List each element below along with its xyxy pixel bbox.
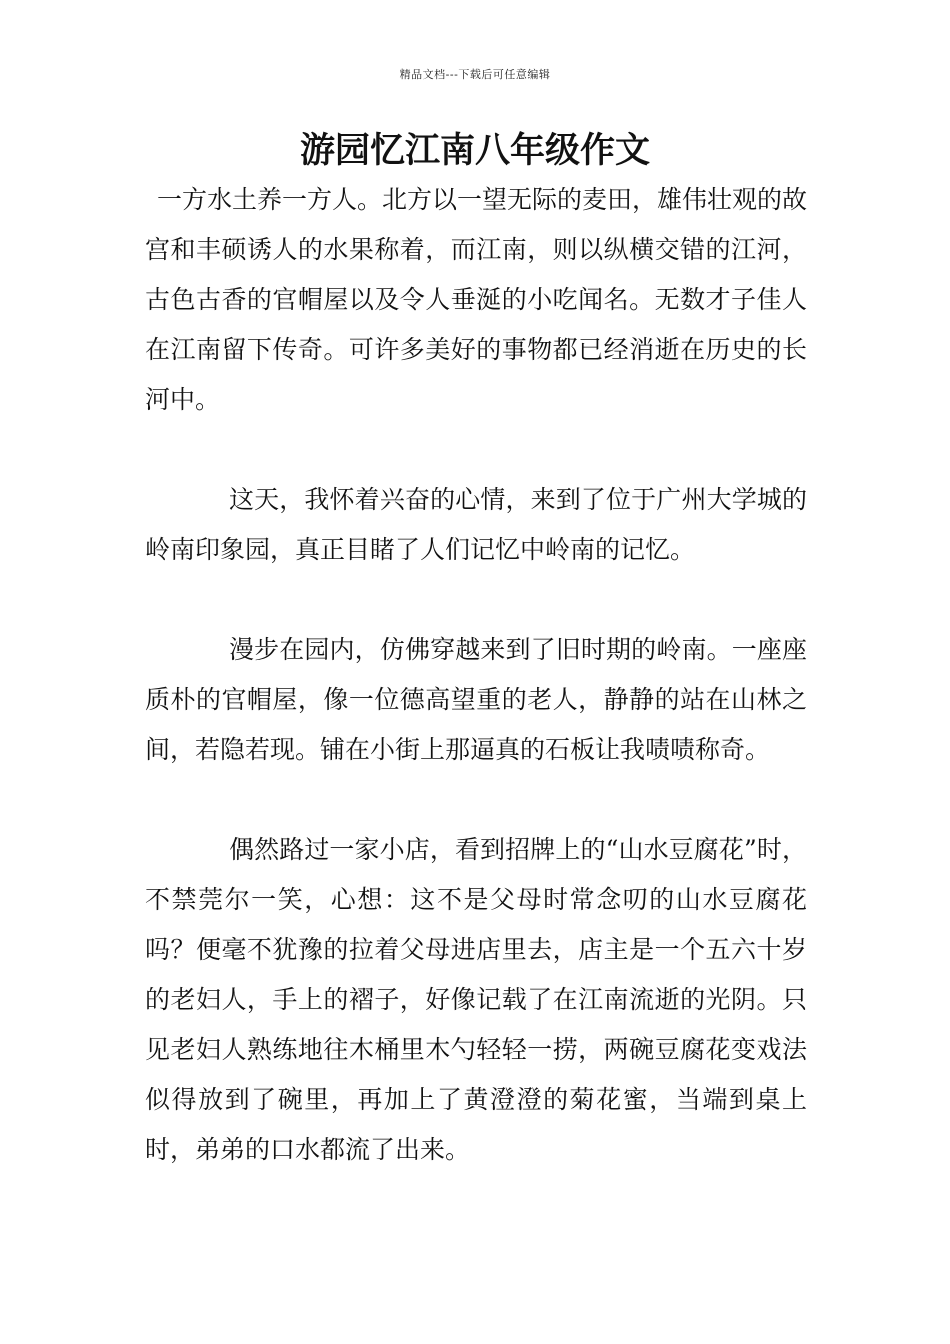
page-header-note: 精品文档---下载后可任意编辑 [399,68,551,81]
paragraph-spacer [145,775,807,825]
document-title: 游园忆江南八年级作文 [299,131,650,171]
paragraph-spacer [145,575,807,625]
paragraph-3: 漫步在园内，仿佛穿越来到了旧时期的岭南。一座座质朴的官帽屋，像一位德高望重的老人，静静的站在山林之间，若隐若现。铺在小街上那逼真的石板让我啧啧称奇。 [145,635,807,764]
document-body [145,175,807,1175]
paragraph-1: 一方水土养一方人。北方以一望无际的麦田，雄伟壮观的故宫和丰硕诱人的水果称着，而江南，则以纵横交错的江河，古色古香的官帽屋以及令人垂涎的小吃闻名。无数才子佳人在江南留下传奇。可许多美好的事物都已经消逝在历史的长河中。 [145,185,808,414]
paragraph-spacer [145,425,807,475]
paragraph-4: 偶然路过一家小店，看到招牌上的“山水豆腐花”时，不禁莞尔一笑，心想：这不是父母时常念叨的山水豆腐花吗？便毫不犹豫的拉着父母进店里去，店主是一个五六十岁的老妇人，手上的褶子，好像记载了在江南流逝的光阴。只见老妇人熟练地往木桶里木勺轻轻一捞，两碗豆腐花变戏法似得放到了碗里，再加上了黄澄澄的菊花蜜，当端到桌上时，弟弟的口水都流了出来。 [145,835,807,1164]
paragraph-2: 这天，我怀着兴奋的心情，来到了位于广州大学城的岭南印象园，真正目睹了人们记忆中岭南的记忆。 [145,485,807,564]
